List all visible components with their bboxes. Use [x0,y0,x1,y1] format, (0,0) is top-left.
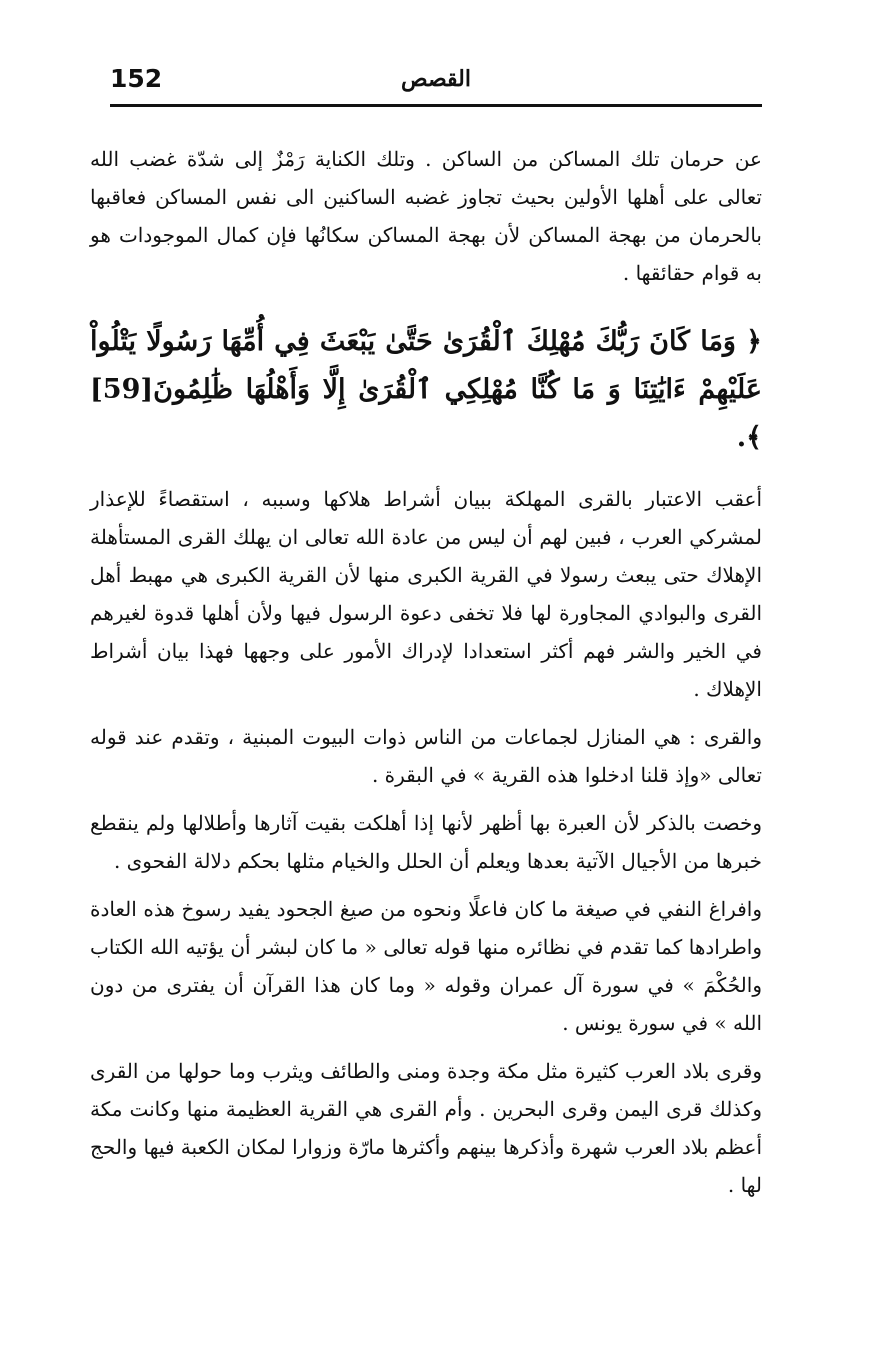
page-body [90,140,762,1214]
quran-verse: ﴿ وَمَا كَانَ رَبُّكَ مُهْلِكَ ٱلْقُرَىٰ حَتَّىٰ يَبْعَثَ فِي أُمِّهَا رَسُولًا يَتْلُواْ عَلَيْهِمْ ءَايَٰتِنَا وَ مَا كُنَّا مُهْلِكِي ٱلْقُرَىٰ إِلَّا وَأَهْلُهَا ظَٰلِمُونَ[59] ﴾. [90,326,762,453]
paragraph-mention: وخصت بالذكر لأن العبرة بها أظهر لأنها إذا أهلكت بقيت آثارها وأطلالها ولم ينقطع خبرها من الأجيال الآتية بعدها ويعلم أن الحلل والخيام مثلها بحكم دلالة الفحوى . [90,811,762,873]
page-header [110,64,762,107]
paragraph-commentary: أعقب الاعتبار بالقرى المهلكة ببيان أشراط هلاكها وسببه ، استقصاءً للإعذار لمشركي العرب ، فبين لهم أن ليس من عادة الله تعالى ان يهلك القرى المستأهلة الإهلاك حتى يبعث رسولا في القرية الكبرى منها لأن القرية الكبرى هي مهبط أهل القرى والبوادي المجاورة لها فلا تخفى دعوة الرسول فيها ولأن أهلها قدوة لغيرهم في الخير والشر فهم أكثر استعدادا لإدراك الأمور على وجهها فهذا بيان أشراط الإهلاك . [90,487,762,701]
paragraph-negation: وافراغ النفي في صيغة ما كان فاعلًا ونحوه من صيغ الجحود يفيد رسوخ هذه العادة واطرادها كما تقدم في نظائره منها قوله تعالى « ما كان لبشر أن يؤتيه الله الكتاب والحُكْمَ » في سورة آل عمران وقوله « وما كان هذا القرآن أن يفترى من دون الله » في سورة يونس . [90,897,762,1035]
running-title: القصص [401,66,471,92]
page-number: 152 [110,64,163,93]
paragraph-definition: والقرى : هي المنازل لجماعات من الناس ذوات البيوت المبنية ، وتقدم عند قوله تعالى «وإذ قلنا ادخلوا هذه القرية » في البقرة . [90,725,762,787]
paragraph-intro: عن حرمان تلك المساكن من الساكن . وتلك الكناية رَمْزٌ إلى شدّة غضب الله تعالى على أهلها الأولين بحيث تجاوز غضبه الساكنين الى نفس المساكن فعاقبها بالحرمان من بهجة المساكن لأن بهجة المساكن سكانُها فإن كمال الموجودات هو به قوام حقائقها . [90,147,762,285]
paragraph-arab-villages: وقرى بلاد العرب كثيرة مثل مكة وجدة ومنى والطائف ويثرب وما حولها من القرى وكذلك قرى اليمن وقرى البحرين . وأم القرى هي القرية العظيمة منها وكانت مكة أعظم بلاد العرب شهرة وأذكرها بينهم وأكثرها مارّة وزوارا لمكان الكعبة فيها والحج لها . [90,1059,762,1197]
